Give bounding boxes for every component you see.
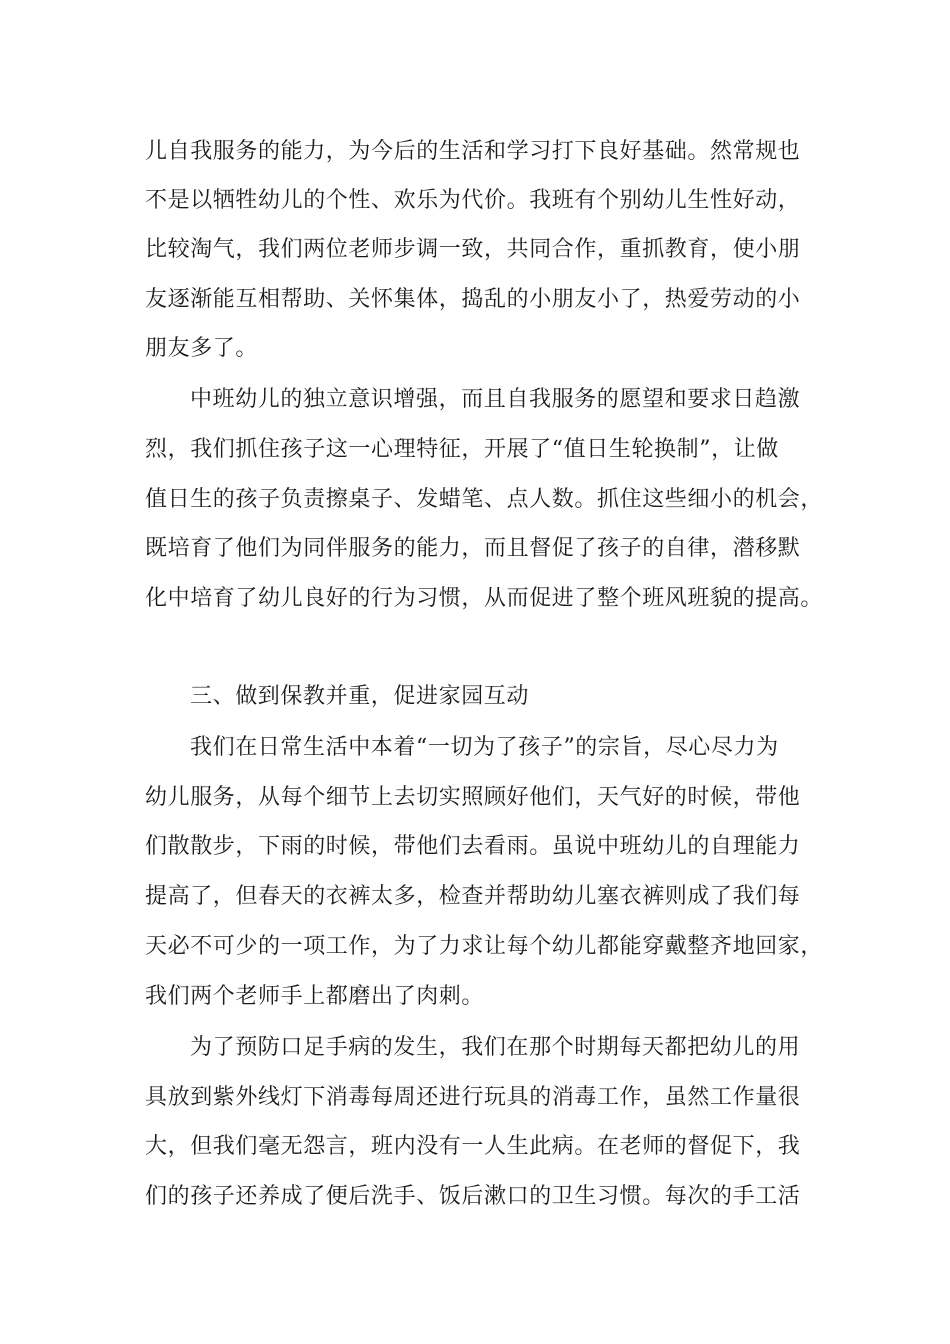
text-line: 我们两个老师手上都磨出了肉刺。 [145, 984, 485, 1009]
text-line: 幼儿服务，从每个细节上去切实照顾好他们，天气好的时候，带他 [145, 785, 801, 810]
text-line: 大，但我们毫无怨言，班内没有一人生此病。在老师的督促下，我 [145, 1134, 801, 1159]
text-line: 化中培育了幼儿良好的行为习惯，从而促进了整个班风班貌的提高。 [145, 586, 824, 611]
text-line: 们散散步，下雨的时候，带他们去看雨。虽说中班幼儿的自理能力 [145, 834, 801, 859]
paragraph-start-line: 我们在日常生活中本着“一切为了孩子”的宗旨，尽心尽力为 [190, 735, 779, 760]
text-line: 们的孩子还养成了便后洗手、饭后漱口的卫生习惯。每次的手工活 [145, 1184, 801, 1209]
text-line: 友逐渐能互相帮助、关怀集体，捣乱的小朋友小了，热爱劳动的小 [145, 287, 801, 312]
text-line: 比较淘气，我们两位老师步调一致，共同合作，重抓教育，使小朋 [145, 237, 801, 262]
text-line: 儿自我服务的能力，为今后的生活和学习打下良好基础。然常规也 [145, 139, 801, 164]
paragraph-start-line: 为了预防口足手病的发生，我们在那个时期每天都把幼儿的用 [190, 1035, 801, 1060]
text-line: 朋友多了。 [145, 336, 259, 361]
text-line: 提高了，但春天的衣裤太多，检查并帮助幼儿塞衣裤则成了我们每 [145, 884, 801, 909]
text-line: 不是以牺牲幼儿的个性、欢乐为代价。我班有个别幼儿生性好动， [145, 188, 801, 213]
section-heading: 三、做到保教并重，促进家园互动 [190, 684, 530, 709]
text-line: 具放到紫外线灯下消毒每周还进行玩具的消毒工作，虽然工作量很 [145, 1085, 801, 1110]
text-line: 天必不可少的一项工作，为了力求让每个幼儿都能穿戴整齐地回家， [145, 934, 824, 959]
text-line: 值日生的孩子负责擦桌子、发蜡笔、点人数。抓住这些细小的机会， [145, 487, 824, 512]
text-line: 既培育了他们为同伴服务的能力，而且督促了孩子的自律，潜移默 [145, 536, 801, 561]
paragraph-start-line: 中班幼儿的独立意识增强，而且自我服务的愿望和要求日趋激 [190, 387, 801, 412]
text-line: 烈，我们抓住孩子这一心理特征，开展了“值日生轮换制”，让做 [145, 437, 779, 462]
